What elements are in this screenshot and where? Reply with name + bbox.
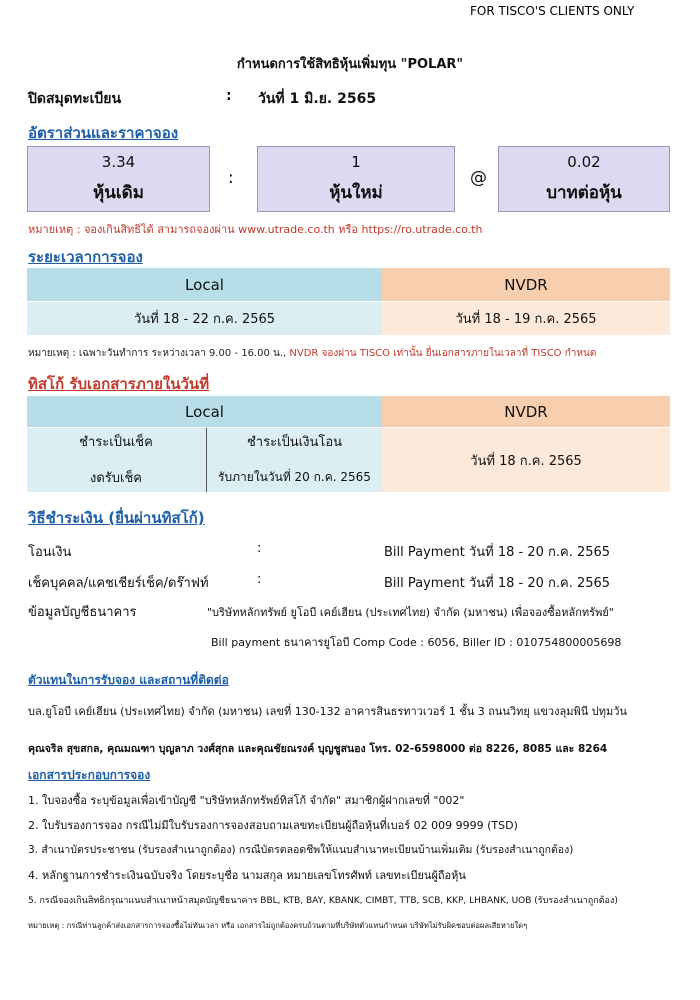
book-close-colon: : — [226, 88, 232, 104]
new-shares-value: 1 — [351, 153, 361, 171]
ratio-heading: อัตราส่วนและราคาจอง — [28, 124, 179, 142]
new-shares-label: หุ้นใหม่ — [329, 183, 383, 203]
agent-address: บล.ยูโอบี เคย์เฮียน (ประเทศไทย) จำกัด (มหาชน) เลขที่ 130-132 อาคารสินธรทาวเวอร์ 1 ชั้น 3 ถนนวิทยุ แขวงลุมพินี ปทุมวัน — [28, 705, 627, 718]
ratio-note-text: หมายเหตุ : จองเกินสิทธิได้ สามารถจองผ่าน — [28, 223, 239, 236]
period-heading: ระยะเวลาการจอง — [28, 248, 143, 266]
old-shares-box — [27, 146, 210, 212]
docs-nvdr-date: วันที่ 18 ก.ค. 2565 — [382, 428, 670, 492]
price-label: บาทต่อหุ้น — [546, 183, 622, 203]
period-note-nvdr: NVDR จองผ่าน TISCO เท่านั้น ยื่นเอกสารภายในเวลาที่ TISCO กำหนด — [289, 348, 597, 359]
utrade-link[interactable]: www.utrade.co.th — [238, 223, 335, 236]
ro-utrade-link[interactable]: https://ro.utrade.co.th — [361, 223, 483, 236]
documents-footer-note: หมายเหตุ : กรณีท่านลูกค้าส่งเอกสารการจองซื้อไม่ทันเวลา หรือ เอกสารไม่ถูกต้องครบถ้วนตามที่บริษัทตัวแทนกำหนด บริษัทไม่รับผิดชอบต่อผลเสียหายใดๆ — [28, 921, 528, 930]
old-shares-label: หุ้นเดิม — [93, 183, 144, 203]
price-box — [498, 146, 670, 212]
document-item-2: 2. ใบรับรองการจอง กรณีไม่มีใบรับรองการจองสอบถามเลขทะเบียนผู้ถือหุ้นที่เบอร์ 02 009 9999 (TSD) — [28, 819, 518, 832]
payment-heading: วิธีชำระเงิน (ยื่นผ่านทิสโก้) — [28, 509, 205, 527]
payment-transfer-value: Bill Payment วันที่ 18 - 20 ก.ค. 2565 — [384, 545, 611, 560]
document-item-1: 1. ใบจองซื้อ ระบุข้อมูลเพื่อเข้าบัญชี "บริษัทหลักทรัพย์ทิสโก้ จำกัด" สมาชิกผู้ฝากเลขที่ "002" — [28, 794, 465, 807]
payment-cheque-colon: : — [257, 572, 262, 587]
documents-heading: เอกสารประกอบการจอง — [28, 768, 151, 782]
old-shares-value: 3.34 — [101, 153, 136, 171]
clients-only-note: FOR TISCO'S CLIENTS ONLY — [470, 4, 635, 18]
bank-account-label: ข้อมูลบัญชีธนาคาร — [28, 605, 137, 620]
period-note — [28, 346, 596, 361]
payment-transfer-label: โอนเงิน — [28, 545, 72, 560]
document-title: กำหนดการใช้สิทธิหุ้นเพิ่มทุน "POLAR" — [236, 57, 464, 72]
at-symbol: @ — [470, 168, 487, 188]
document-item-4: 4. หลักฐานการชำระเงินฉบับจริง โดยระบุชื่อ นามสกุล หมายเลขโทรศัพท์ เลขทะเบียนผู้ถือหุ้น — [28, 869, 466, 882]
docs-nvdr-header: NVDR — [382, 396, 670, 427]
bank-account-value: "บริษัทหลักทรัพย์ ยูโอบี เคย์เฮียน (ประเทศไทย) จำกัด (มหาชน) เพื่อจองซื้อหลักทรัพย์" — [207, 606, 614, 619]
period-nvdr-header: NVDR — [382, 268, 670, 301]
period-local-date: วันที่ 18 - 22 ก.ค. 2565 — [27, 302, 382, 335]
document-item-5: 5. กรณีจองเกินสิทธิกรุณาแนบสำเนาหน้าสมุดบัญชีธนาคาร BBL, KTB, BAY, KBANK, CIMBT, TTB, SCB, KKP, LHBANK, UOB (รับรองสำเนาถูกต้อง) — [28, 896, 618, 906]
new-shares-box — [257, 146, 455, 212]
price-value: 0.02 — [567, 153, 601, 171]
document-item-3: 3. สำเนาบัตรประชาชน (รับรองสำเนาถูกต้อง) กรณีบัตรตลอดชีพให้แนบสำเนาทะเบียนบ้านเพิ่มเติม (รับรองสำเนาถูกต้อง) — [28, 844, 574, 856]
transfer-label: ชำระเป็นเงินโอน — [246, 434, 343, 450]
payment-cheque-label: เช็คบุคคล/แคชเชียร์เช็ค/ดร๊าฟท์ — [28, 576, 209, 591]
docs-receipt-heading: ทิสโก้ รับเอกสารภายในวันที่ — [28, 375, 210, 393]
transfer-value: รับภายในวันที่ 20 ก.ค. 2565 — [218, 469, 371, 484]
ratio-note-or: หรือ — [334, 223, 362, 236]
period-nvdr-date: วันที่ 18 - 19 ก.ค. 2565 — [382, 302, 670, 335]
payment-transfer-colon: : — [257, 541, 262, 556]
payment-cheque-value: Bill Payment วันที่ 18 - 20 ก.ค. 2565 — [384, 576, 611, 591]
ratio-note — [28, 220, 482, 238]
period-local-header: Local — [27, 268, 382, 301]
agent-heading: ตัวแทนในการรับจอง และสถานที่ติดต่อ — [28, 673, 229, 687]
book-close-date: วันที่ 1 มิ.ย. 2565 — [258, 91, 377, 107]
cheque-label: ชำระเป็นเช็ค — [79, 434, 153, 450]
bill-payment-info: Bill payment ธนาคารยูโอบี Comp Code : 6056, Biller ID : 010754800005698 — [211, 636, 622, 649]
docs-local-header: Local — [27, 396, 382, 427]
ratio-colon: : — [228, 168, 234, 188]
period-note-text: หมายเหตุ : เฉพาะวันทำการ ระหว่างเวลา 9.00 - 16.00 น., — [28, 348, 290, 359]
cheque-value: งดรับเช็ค — [90, 470, 142, 486]
book-close-label: ปิดสมุดทะเบียน — [28, 91, 122, 107]
agent-contact: คุณจริล สุขสกล, คุณมณฑา บุญลาภ วงศ์สุกล และคุณชัยณรงค์ บุญชูสนอง โทร. 02-6598000 ต่อ 8226, 8085 และ 8264 — [28, 743, 608, 755]
